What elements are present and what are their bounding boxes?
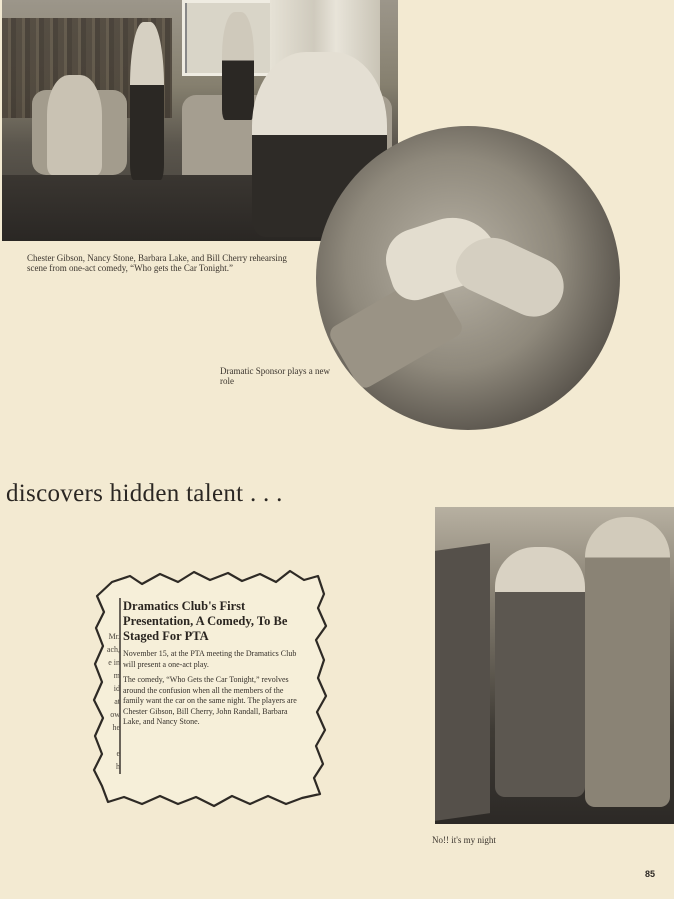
girl-on-phone <box>222 12 254 120</box>
margin-fragment: he <box>112 723 120 732</box>
margin-fragment: h <box>116 762 120 771</box>
boy-in-car <box>585 517 670 807</box>
clipping-paragraph: November 15, at the PTA meeting the Dramatics Club will present a one-act play. <box>123 649 297 669</box>
clipping-article <box>123 599 303 733</box>
page-headline: discovers hidden talent . . . <box>6 480 283 507</box>
car-door <box>435 543 490 821</box>
sponsor-caption: Dramatic Sponsor plays a new role <box>220 366 330 386</box>
margin-fragment: ach, <box>106 645 120 654</box>
girl-in-car <box>495 547 585 797</box>
clipping-margin-text <box>100 630 120 773</box>
margin-fragment: at <box>114 697 120 706</box>
margin-fragment: e in <box>108 658 120 667</box>
newspaper-clipping <box>90 568 330 808</box>
car-photo <box>435 507 674 824</box>
standing-girl <box>130 22 164 180</box>
rehearsal-caption: Chester Gibson, Nancy Stone, Barbara Lake, and Bill Cherry rehearsing scene from one-act comedy, “Who gets the Car Tonight.” <box>27 253 287 273</box>
margin-fragment: ow <box>110 710 120 719</box>
clipping-title: Dramatics Club's First Presentation, A Comedy, To Be Staged For PTA <box>123 599 288 643</box>
page-number: 85 <box>645 869 656 879</box>
margin-fragment: id <box>113 684 120 693</box>
margin-fragment <box>100 734 120 747</box>
hands-circle-photo <box>316 126 620 430</box>
margin-fragment: e <box>116 749 120 758</box>
clipping-paragraph: The comedy, “Who Gets the Car Tonight,” revolves around the confusion when all the members of the family want the car on the same night. The players are Chester Gibson, Bill Cherry, John Randall, Barbara Lake, and Nancy Stone. <box>123 675 297 726</box>
margin-fragment: Mr. <box>108 632 120 641</box>
margin-fragment: m <box>113 671 120 680</box>
car-caption: No!! it's my night <box>432 835 496 845</box>
seated-person <box>47 75 102 175</box>
